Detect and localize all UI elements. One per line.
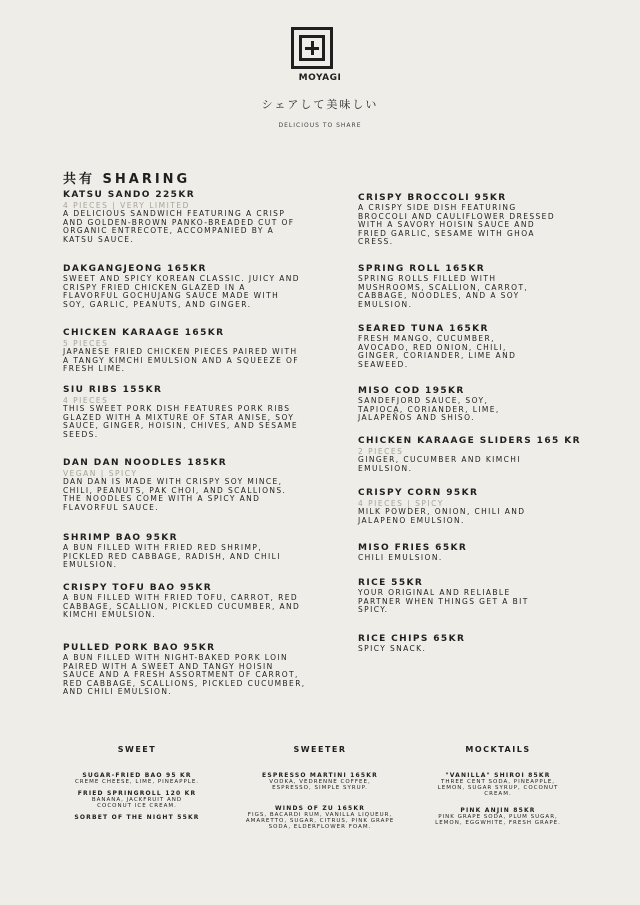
item-name: CRISPY BROCCOLI 95KR: [358, 193, 507, 203]
item-name: PINK ANJIN 85KR: [460, 807, 536, 814]
menu-item: [63, 385, 303, 439]
item-description: YOUR ORIGINAL AND RELIABLE PARTNER WHEN THINGS GET A BIT SPICY.: [358, 588, 529, 615]
item-description: MILK POWDER, ONION, CHILI AND JALAPENO EMULSION.: [358, 507, 526, 525]
item-name: MISO FRIES 65KR: [358, 543, 468, 553]
menu-item: [63, 458, 303, 512]
drink-item: [230, 805, 410, 830]
section-title: 共有 SHARING: [63, 172, 191, 187]
menu-item: [63, 533, 303, 570]
item-description: A CRISPY SIDE DISH FEATURING BROCCOLI AND CAULIFLOWER DRESSED WITH A SAVORY HOISIN SAUCE AND FRIED GARLIC, SESAME WITH GHOA CRESS.: [358, 203, 555, 247]
item-description: PINK GRAPE SODA, PLUM SUGAR, LEMON, EGGWHITE, FRESH GRAPE.: [435, 814, 561, 826]
logo-crossbar: [305, 47, 319, 50]
item-name: RICE 55KR: [358, 578, 424, 588]
item-name: SIU RIBS 155KR: [63, 385, 163, 395]
item-description: SANDEFJORD SAUCE, SOY, TAPIOCA, CORIANDER, LIME, JALAPEÑOS AND SHISO.: [358, 396, 500, 423]
item-name: RICE CHIPS 65KR: [358, 634, 466, 644]
mocktails-title: MOCKTAILS: [465, 745, 531, 754]
item-description: A BUN FILLED WITH NIGHT-BAKED PORK LOIN PAIRED WITH A SWEET AND TANGY HOISIN SAUCE AND A FRESH ASSORTMENT OF CARROT, RED CABBAGE, SCALLIONS, PICKLED CUCUMBER, AND CHILI EMULSION.: [63, 653, 306, 697]
item-name: SHRIMP BAO 95KR: [63, 533, 179, 543]
item-name: CRISPY TOFU BAO 95KR: [63, 583, 213, 593]
item-description: SWEET AND SPICY KOREAN CLASSIC. JUICY AND CRISPY FRIED CHICKEN GLAZED IN A FLAVORFUL GOCHUJANG SAUCE MADE WITH SOY, GARLIC, PEANUTS, AND GINGER.: [63, 274, 300, 309]
menu-item: [358, 578, 558, 615]
menu-item: [358, 264, 558, 309]
menu-item: [358, 324, 548, 369]
item-description: A BUN FILLED WITH FRIED RED SHRIMP, PICKLED RED CABBAGE, RADISH, AND CHILI EMULSION.: [63, 543, 281, 570]
menu-item: [63, 264, 303, 309]
item-name: PULLED PORK BAO 95KR: [63, 643, 216, 653]
item-name: SORBET OF THE NIGHT 55KR: [74, 814, 200, 821]
sweeter-title: SWEETER: [293, 745, 347, 754]
item-name: CHICKEN KARAAGE SLIDERS 165 KR: [358, 436, 581, 446]
menu-item: [358, 543, 558, 563]
item-name: ESPRESSO MARTINI 165KR: [262, 772, 378, 779]
item-name: MISO COD 195KR: [358, 386, 465, 396]
sweet-title: SWEET: [117, 745, 157, 754]
item-description: VODKA, VEDRENNE COFFEE, ESPRESSO, SIMPLE SYRUP.: [269, 779, 371, 791]
item-description: A DELICIOUS SANDWICH FEATURING A CRISP AND GOLDEN-BROWN PANKO-BREADED CUT OF ORGANIC ENTRECOTE, ACCOMPANIED BY A KATSU SAUCE.: [63, 209, 295, 244]
menu-item: [358, 488, 558, 525]
drink-item: [408, 807, 588, 826]
moyagi-logo: [291, 27, 333, 69]
item-name: SEARED TUNA 165KR: [358, 324, 489, 334]
item-description: THREE CENT SODA, PINEAPPLE, LEMON, SUGAR SYRUP, COCONUT CREAM.: [437, 779, 559, 797]
item-description: FRESH MANGO, CUCUMBER, AVOCADO, RED ONION, CHILI, GINGER, CORIANDER, LIME AND SEAWEED.: [358, 334, 517, 369]
menu-item: [358, 436, 598, 473]
item-description: CHILI EMULSION.: [358, 553, 443, 562]
menu-item: [63, 190, 303, 244]
item-description: DAN DAN IS MADE WITH CRISPY SOY MINCE, CHILI, PEANUTS, PAK CHOI, AND SCALLIONS. THE NOODLES COME WITH A SPICY AND FLAVORFUL SAUCE.: [63, 477, 287, 512]
item-name: SPRING ROLL 165KR: [358, 264, 486, 274]
item-description: BANANA, JACKFRUIT AND COCONUT ICE CREAM.: [91, 797, 183, 809]
item-note: 5 PIECES: [63, 339, 109, 348]
brand-name: MOYAGI: [298, 73, 342, 83]
item-description: A BUN FILLED WITH FRIED TOFU, CARROT, RED CABBAGE, SCALLION, PICKLED CUCUMBER, AND KIMCHI EMULSION.: [63, 593, 301, 620]
dessert-item: [47, 772, 227, 785]
item-description: GINGER, CUCUMBER AND KIMCHI EMULSION.: [358, 455, 521, 473]
item-name: FRIED SPRINGROLL 120 KR: [77, 790, 197, 797]
dessert-item: [47, 814, 227, 821]
item-name: CHICKEN KARAAGE 165KR: [63, 328, 225, 338]
menu-item: [63, 583, 303, 620]
mocktails-section: [408, 745, 588, 826]
item-description: SPRING ROLLS FILLED WITH MUSHROOMS, SCALLION, CARROT, CABBAGE, NOODLES, AND A SOY EMULSION.: [358, 274, 529, 309]
menu-item: [358, 386, 528, 423]
japanese-title: シェアして美味しい: [261, 98, 379, 111]
item-note: VEGAN | SPICY: [63, 469, 138, 478]
item-description: JAPANESE FRIED CHICKEN PIECES PAIRED WITH A TANGY KIMCHI EMULSION AND A SQUEEZE OF FRESH LIME.: [63, 347, 300, 374]
item-description: THIS SWEET PORK DISH FEATURES PORK RIBS GLAZED WITH A MIXTURE OF STAR ANISE, SOY SAUCE, GINGER, HOISIN, CHIVES, AND SESAME SEEDS.: [63, 404, 299, 439]
tagline: DELICIOUS TO SHARE: [278, 122, 362, 129]
sweet-section: [47, 745, 227, 821]
drink-item: [408, 772, 588, 797]
item-name: "VANILLA" SHIROI 85KR: [445, 772, 551, 779]
menu-item: [63, 643, 308, 697]
item-description: SPICY SNACK.: [358, 644, 427, 653]
item-note: 4 PIECES | SPICY: [358, 499, 444, 508]
item-name: WINDS OF ZU 165KR: [274, 805, 366, 812]
item-description: CREME CHEESE, LIME, PINEAPPLE.: [74, 779, 200, 785]
sweeter-section: [230, 745, 410, 830]
item-note: 2 PIECES: [358, 447, 404, 456]
item-note: 4 PIECES: [63, 396, 109, 405]
item-name: DAN DAN NOODLES 185KR: [63, 458, 228, 468]
item-description: FIGS, BACARDI RUM, VANILLA LIQUEUR, AMARETTO, SUGAR, CITRUS, PINK GRAPE SODA, ELDERFLOWER FOAM.: [245, 812, 395, 830]
drink-item: [230, 772, 410, 791]
logo-inner-square: [299, 35, 325, 61]
item-name: CRISPY CORN 95KR: [358, 488, 479, 498]
menu-item: [63, 328, 303, 374]
item-note: 4 PIECES | VERY LIMITED: [63, 201, 190, 210]
menu-item: [358, 193, 558, 247]
item-name: DAKGANGJEONG 165KR: [63, 264, 207, 274]
dessert-item: [47, 790, 227, 809]
item-name: KATSU SANDO 225KR: [63, 190, 196, 200]
item-name: SUGAR-FRIED BAO 95 KR: [82, 772, 192, 779]
menu-item: [358, 634, 558, 654]
